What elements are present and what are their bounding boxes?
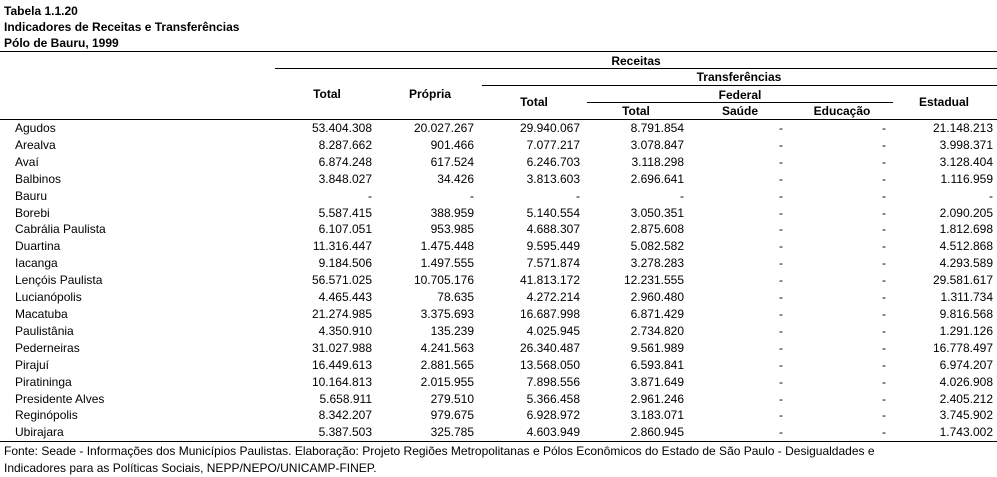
value-federal-total: 9.561.989 bbox=[630, 340, 684, 355]
value-educacao: - bbox=[882, 273, 886, 288]
table-row bbox=[0, 205, 993, 222]
value-transf-total: 4.688.307 bbox=[526, 222, 580, 237]
value-estadual: 29.581.617 bbox=[932, 273, 993, 288]
value-saude: - bbox=[779, 323, 783, 338]
value-federal-total: 3.118.298 bbox=[631, 154, 684, 169]
municipio-name: Reginópolis bbox=[15, 408, 78, 423]
value-estadual: 21.148.213 bbox=[932, 121, 993, 135]
transferencias-rule bbox=[482, 85, 997, 86]
municipio-name: Ubirajara bbox=[15, 425, 64, 440]
value-transf-total: 41.813.172 bbox=[519, 273, 580, 288]
federal-rule bbox=[587, 102, 893, 103]
value-educacao: - bbox=[882, 137, 886, 152]
value-saude: - bbox=[779, 121, 783, 135]
value-educacao: - bbox=[882, 222, 886, 237]
value-total: 53.404.308 bbox=[311, 121, 372, 135]
table-number: Tabela 1.1.20 bbox=[4, 4, 78, 18]
value-educacao: - bbox=[882, 205, 886, 220]
value-propria: 617.524 bbox=[430, 154, 474, 169]
value-estadual: 1.812.698 bbox=[939, 222, 993, 237]
value-total: 5.587.415 bbox=[318, 205, 372, 220]
value-total: 5.658.911 bbox=[319, 391, 372, 406]
value-transf-total: 4.025.945 bbox=[526, 323, 580, 338]
value-saude: - bbox=[779, 171, 783, 186]
value-saude: - bbox=[779, 374, 783, 389]
value-propria: 10.705.176 bbox=[413, 273, 474, 288]
value-saude: - bbox=[779, 290, 783, 305]
value-federal-total: 2.875.608 bbox=[630, 222, 684, 237]
value-propria: 979.675 bbox=[430, 408, 474, 423]
value-transf-total: 9.595.449 bbox=[526, 239, 580, 254]
value-federal-total: 3.050.351 bbox=[630, 205, 684, 220]
value-estadual: 1.743.002 bbox=[939, 425, 993, 440]
value-estadual: 3.745.902 bbox=[939, 408, 993, 423]
value-transf-total: 13.568.050 bbox=[519, 357, 580, 372]
value-estadual: - bbox=[989, 188, 993, 203]
value-educacao: - bbox=[882, 256, 886, 271]
municipio-name: Borebi bbox=[15, 205, 50, 220]
value-transf-total: 16.687.998 bbox=[519, 306, 580, 321]
value-total: 16.449.613 bbox=[311, 357, 372, 372]
value-total: 11.316.447 bbox=[312, 239, 372, 254]
table-row bbox=[0, 424, 993, 441]
table-body bbox=[0, 120, 993, 441]
value-saude: - bbox=[779, 273, 783, 288]
value-federal-total: 2.960.480 bbox=[630, 290, 684, 305]
value-estadual: 9.816.568 bbox=[939, 306, 993, 321]
value-estadual: 2.405.212 bbox=[939, 391, 993, 406]
value-estadual: 2.090.205 bbox=[939, 205, 993, 220]
value-transf-total: 6.928.972 bbox=[526, 408, 580, 423]
value-saude: - bbox=[779, 188, 783, 203]
table-row bbox=[0, 120, 993, 137]
header-transferencias: Transferências bbox=[696, 70, 782, 84]
source-line-1: Fonte: Seade - Informações dos Municípios Paulistas. Elaboração: Projeto Regiões Metropolitanas e Pólos Econômicos do Estado de São Paulo - Desigualdades e bbox=[4, 444, 875, 458]
value-total: 31.027.988 bbox=[311, 340, 372, 355]
value-transf-total: 29.940.067 bbox=[519, 121, 580, 135]
value-estadual: 16.778.497 bbox=[932, 340, 993, 355]
municipio-name: Pirajuí bbox=[15, 357, 50, 372]
value-propria: 3.375.693 bbox=[420, 306, 474, 321]
value-total: 9.184.506 bbox=[318, 256, 372, 271]
value-propria: 901.466 bbox=[430, 137, 474, 152]
value-total: 10.164.813 bbox=[311, 374, 372, 389]
value-saude: - bbox=[779, 205, 783, 220]
value-educacao: - bbox=[882, 340, 886, 355]
value-saude: - bbox=[779, 306, 783, 321]
value-federal-total: 6.593.841 bbox=[630, 357, 684, 372]
table-title: Indicadores de Receitas e Transferências bbox=[4, 20, 240, 34]
value-federal-total: 12.231.555 bbox=[623, 273, 684, 288]
value-transf-total: 4.603.949 bbox=[526, 425, 580, 440]
value-estadual: 1.311.734 bbox=[940, 290, 993, 305]
source-line-2: Indicadores para as Políticas Sociais, NEPP/NEPO/UNICAMP-FINEP. bbox=[4, 461, 377, 475]
value-transf-total: 7.898.556 bbox=[526, 374, 580, 389]
value-saude: - bbox=[779, 222, 783, 237]
value-total: 5.387.503 bbox=[318, 425, 372, 440]
municipio-name: Duartina bbox=[15, 239, 61, 254]
header-receitas: Receitas bbox=[611, 54, 661, 68]
municipio-name: Bauru bbox=[15, 188, 48, 203]
value-federal-total: 2.961.246 bbox=[630, 391, 684, 406]
value-federal-total: 6.871.429 bbox=[630, 306, 684, 321]
value-educacao: - bbox=[882, 290, 886, 305]
value-propria: 2.881.565 bbox=[420, 357, 474, 372]
value-estadual: 4.512.868 bbox=[939, 239, 993, 254]
value-propria: 1.497.555 bbox=[420, 256, 474, 271]
municipio-name: Iacanga bbox=[15, 256, 58, 271]
municipio-name: Macatuba bbox=[15, 306, 68, 321]
header-propria: Própria bbox=[408, 87, 452, 101]
value-total: 3.848.027 bbox=[318, 171, 372, 186]
municipio-name: Paulistânia bbox=[15, 323, 74, 338]
value-educacao: - bbox=[882, 188, 886, 203]
table-row bbox=[0, 255, 993, 272]
value-estadual: 4.293.589 bbox=[939, 256, 993, 271]
table-row bbox=[0, 171, 993, 188]
value-federal-total: 3.278.283 bbox=[630, 256, 684, 271]
value-transf-total: 7.077.217 bbox=[526, 137, 580, 152]
table-subtitle: Pólo de Bauru, 1999 bbox=[4, 36, 119, 50]
value-federal-total: 8.791.854 bbox=[630, 121, 684, 135]
header-transf-total: Total bbox=[520, 95, 548, 109]
table-row bbox=[0, 391, 993, 408]
municipio-name: Balbinos bbox=[15, 171, 62, 186]
value-propria: 2.015.955 bbox=[420, 374, 474, 389]
value-total: 4.465.443 bbox=[318, 290, 372, 305]
table-row bbox=[0, 137, 993, 154]
value-total: 56.571.025 bbox=[311, 273, 372, 288]
value-educacao: - bbox=[882, 391, 886, 406]
value-educacao: - bbox=[882, 239, 886, 254]
value-estadual: 1.291.126 bbox=[939, 323, 993, 338]
municipio-name: Lençóis Paulista bbox=[15, 273, 103, 288]
value-educacao: - bbox=[882, 425, 886, 440]
bottom-rule bbox=[0, 441, 997, 442]
value-transf-total: 7.571.874 bbox=[526, 256, 580, 271]
value-transf-total: 6.246.703 bbox=[526, 154, 580, 169]
value-propria: 388.959 bbox=[430, 205, 474, 220]
value-transf-total: - bbox=[576, 188, 580, 203]
value-propria: 1.475.448 bbox=[420, 239, 474, 254]
value-propria: 34.426 bbox=[437, 171, 474, 186]
value-educacao: - bbox=[882, 121, 886, 135]
value-estadual: 6.974.207 bbox=[939, 357, 993, 372]
value-educacao: - bbox=[882, 357, 886, 372]
municipio-name: Avaí bbox=[15, 154, 39, 169]
value-propria: - bbox=[470, 188, 474, 203]
municipio-name: Arealva bbox=[15, 137, 56, 152]
value-total: 8.342.207 bbox=[318, 408, 372, 423]
value-saude: - bbox=[779, 391, 783, 406]
value-educacao: - bbox=[882, 408, 886, 423]
value-total: 4.350.910 bbox=[318, 323, 372, 338]
value-propria: 325.785 bbox=[430, 425, 474, 440]
header-total: Total bbox=[313, 87, 341, 101]
header-federal-total: Total bbox=[622, 104, 650, 118]
table-row bbox=[0, 221, 993, 238]
value-total: 21.274.985 bbox=[311, 306, 372, 321]
value-estadual: 4.026.908 bbox=[939, 374, 993, 389]
data-table bbox=[0, 120, 993, 441]
value-saude: - bbox=[779, 239, 783, 254]
value-propria: 135.239 bbox=[430, 323, 474, 338]
value-educacao: - bbox=[882, 323, 886, 338]
table-row bbox=[0, 272, 993, 289]
source-note bbox=[4, 443, 984, 477]
value-transf-total: 5.140.554 bbox=[526, 205, 580, 220]
value-saude: - bbox=[779, 340, 783, 355]
value-saude: - bbox=[779, 154, 783, 169]
value-propria: 20.027.267 bbox=[413, 121, 474, 135]
value-federal-total: 3.183.071 bbox=[630, 408, 684, 423]
table-row bbox=[0, 374, 993, 391]
value-federal-total: - bbox=[680, 188, 684, 203]
value-educacao: - bbox=[882, 306, 886, 321]
table-row bbox=[0, 323, 993, 340]
value-saude: - bbox=[779, 408, 783, 423]
table-row bbox=[0, 407, 993, 424]
value-saude: - bbox=[779, 425, 783, 440]
value-saude: - bbox=[779, 256, 783, 271]
value-total: 6.874.248 bbox=[318, 154, 372, 169]
value-propria: 953.985 bbox=[430, 222, 474, 237]
value-total: 6.107.051 bbox=[318, 222, 372, 237]
table-row bbox=[0, 188, 993, 205]
value-educacao: - bbox=[882, 154, 886, 169]
value-federal-total: 3.871.649 bbox=[630, 374, 684, 389]
header-saude: Saúde bbox=[721, 104, 759, 118]
top-rule bbox=[0, 51, 997, 52]
municipio-name: Lucianópolis bbox=[15, 290, 82, 305]
value-federal-total: 2.734.820 bbox=[630, 323, 684, 338]
value-estadual: 3.128.404 bbox=[939, 154, 993, 169]
value-estadual: 1.116.959 bbox=[940, 171, 993, 186]
table-row bbox=[0, 306, 993, 323]
municipio-name: Presidente Alves bbox=[15, 391, 105, 406]
value-educacao: - bbox=[882, 374, 886, 389]
value-total: - bbox=[368, 188, 372, 203]
table-row bbox=[0, 154, 993, 171]
header-federal: Federal bbox=[718, 88, 762, 102]
municipio-name: Piratininga bbox=[15, 374, 72, 389]
value-saude: - bbox=[779, 357, 783, 372]
receitas-rule bbox=[275, 68, 997, 69]
value-propria: 78.635 bbox=[437, 290, 474, 305]
value-saude: - bbox=[779, 137, 783, 152]
table-row bbox=[0, 289, 993, 306]
table-row bbox=[0, 357, 993, 374]
value-federal-total: 3.078.847 bbox=[630, 137, 684, 152]
table-row bbox=[0, 340, 993, 357]
value-transf-total: 26.340.487 bbox=[519, 340, 580, 355]
value-educacao: - bbox=[882, 171, 886, 186]
value-transf-total: 4.272.214 bbox=[526, 290, 580, 305]
value-transf-total: 5.366.458 bbox=[526, 391, 580, 406]
header-estadual: Estadual bbox=[918, 95, 970, 109]
value-propria: 279.510 bbox=[430, 391, 474, 406]
value-propria: 4.241.563 bbox=[420, 340, 474, 355]
municipio-name: Pederneiras bbox=[15, 340, 80, 355]
value-estadual: 3.998.371 bbox=[939, 137, 993, 152]
value-federal-total: 2.860.945 bbox=[630, 425, 684, 440]
header-educacao: Educação bbox=[813, 104, 871, 118]
municipio-name: Agudos bbox=[15, 121, 56, 135]
municipio-name: Cabrália Paulista bbox=[15, 222, 106, 237]
value-total: 8.287.662 bbox=[318, 137, 372, 152]
table-row bbox=[0, 238, 993, 255]
value-federal-total: 2.696.641 bbox=[630, 171, 684, 186]
value-transf-total: 3.813.603 bbox=[526, 171, 580, 186]
value-federal-total: 5.082.582 bbox=[630, 239, 684, 254]
